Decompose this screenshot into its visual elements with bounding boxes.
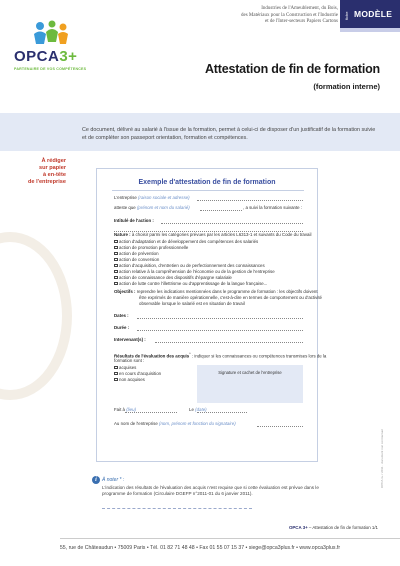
nature-option-label: action d'acquisition, d'entretien ou de perfectionnement des connaissances xyxy=(119,263,265,268)
fait-a-placeholder: (lieu) xyxy=(126,407,136,412)
duree-text: Durée : xyxy=(114,325,130,330)
atteste-fill-line[interactable] xyxy=(200,210,242,211)
badge-fiche-label: fiche xyxy=(344,11,349,20)
logo-figures-icon xyxy=(32,20,68,46)
opca-logo xyxy=(14,20,94,80)
objectifs-label: Objectifs : xyxy=(114,289,136,294)
checkbox[interactable] xyxy=(114,258,118,262)
intitule-text: Intitulé de l'action : xyxy=(114,218,154,223)
checkbox[interactable] xyxy=(114,246,118,250)
au-nom-line xyxy=(114,421,236,427)
logo-tagline: PARTENAIRE DE VOS COMPÉTENCES xyxy=(14,67,87,71)
atteste-placeholder: (prénom et nom du salarié) xyxy=(136,205,190,210)
nature-option-label: action de conversion xyxy=(119,257,160,262)
objectifs-text-2: être exprimés de manière opérationnelle, c'est-à-dire en termes de comportement ou d'activité xyxy=(139,295,323,300)
checkbox[interactable] xyxy=(114,366,118,370)
page-reference xyxy=(289,525,378,530)
nature-option[interactable] xyxy=(114,263,265,269)
nature-option[interactable] xyxy=(114,269,275,275)
atteste-suffix: , a suivi la formation suivante : xyxy=(243,205,303,210)
side-note-line: À rédiger xyxy=(41,158,66,164)
intervenants-text: Intervenant(s) : xyxy=(114,337,146,342)
resultats-label: Résultats de l'évaluation des acquis xyxy=(114,353,190,359)
checkbox[interactable] xyxy=(114,240,118,244)
nature-option[interactable] xyxy=(114,281,267,287)
note-box xyxy=(92,468,344,514)
fait-a-fill-line[interactable] xyxy=(125,412,177,413)
nature-option[interactable] xyxy=(114,275,232,281)
logo-wordmark: OPCA3+ xyxy=(14,48,78,65)
checkbox[interactable] xyxy=(114,264,118,268)
fait-a-label: Fait à xyxy=(114,407,125,412)
intitule-label xyxy=(114,218,154,224)
le-fill-line[interactable] xyxy=(197,412,247,413)
header-line-2: des Matériaux pour la Construction et l'Industrie xyxy=(241,12,338,18)
note-text: L'indication des résultats de l'évaluation des acquis n'est requise que si cette évaluation est prévue dans le programme de formation (Circulaire DGEFP n°2011-01 du 6 janvier 2011). xyxy=(102,485,319,497)
page-subtitle: (formation interne) xyxy=(313,82,380,91)
footer-rule xyxy=(60,538,400,539)
footer-contact: 55, rue de Châteaudun • 75009 Paris • Tél. 01 82 71 48 48 • Fax 01 55 07 15 37 • siege@opca3plus.fr • www.opca3plus.fr xyxy=(59,545,341,551)
side-note-line: de l'entreprise xyxy=(27,179,66,185)
nature-option-label: action de connaissance des dispositifs d'épargne salariale xyxy=(119,275,232,280)
header-line-1: Industries de l'Ameublement, du Bois, xyxy=(261,6,338,11)
resultats-line xyxy=(114,352,326,359)
au-nom-placeholder: (nom, prénom et fonction du signataire) xyxy=(159,421,236,426)
resultats-option[interactable] xyxy=(114,371,161,377)
attestation-form xyxy=(96,168,327,462)
form-title-rule xyxy=(112,190,304,191)
signature-box[interactable] xyxy=(197,365,303,403)
resultats-text-2: formation sont : xyxy=(114,358,145,363)
resultats-asterisk: * xyxy=(189,352,191,356)
intervenants-fill-line[interactable] xyxy=(155,342,303,343)
nature-text: à choisir parmi les catégories prévues par les articles L6313-1 et suivants du Code du travail xyxy=(131,232,312,237)
intervenants-label xyxy=(114,337,146,343)
badge-modele-label: MODÈLE xyxy=(354,9,393,19)
nature-option-label: action de prévention xyxy=(119,251,159,256)
dates-text: Dates : xyxy=(114,313,129,318)
objectifs-text-3: observable lorsque le salarié est en situation de travail xyxy=(139,301,245,306)
company-line xyxy=(114,195,190,201)
nature-label: Nature : xyxy=(114,232,131,237)
nature-option[interactable] xyxy=(114,257,159,263)
company-fill-line[interactable] xyxy=(197,200,303,201)
note-heading: À noter * : xyxy=(102,477,125,483)
resultats-option-label: acquises xyxy=(119,365,137,370)
nature-option[interactable] xyxy=(114,251,159,257)
intro-text: Ce document, délivré au salarié à l'issue de la formation, permet à celui-ci de disposer d'un justificatif de la formation suivie et de compléter son passeport orientation, formation et compétences. xyxy=(82,127,376,141)
atteste-label: atteste que xyxy=(114,205,136,210)
nature-option[interactable] xyxy=(114,239,258,245)
resultats-option-label: non acquises xyxy=(119,377,145,382)
objectifs-line xyxy=(114,289,318,295)
nature-option[interactable] xyxy=(114,245,188,251)
form-title: Exemple d'attestation de fin de formation xyxy=(138,179,276,186)
side-note xyxy=(20,158,66,186)
le-label: Le xyxy=(189,407,194,412)
checkbox[interactable] xyxy=(114,252,118,256)
le-placeholder: (date) xyxy=(195,407,207,412)
nature-line xyxy=(114,232,311,238)
nature-option-label: action d'adaptation et de développement des compétences des salariés xyxy=(119,239,259,244)
note-rule xyxy=(102,508,252,509)
nature-option-label: action de promotion professionnelle xyxy=(119,245,189,250)
resultats-option-label: en cours d'acquisition xyxy=(119,371,162,376)
checkbox[interactable] xyxy=(114,372,118,376)
vertical-reference: OPCA 3+ / 2011 · document non contractuel xyxy=(380,429,384,488)
decorative-arc xyxy=(0,232,72,400)
badge-strip xyxy=(340,28,400,32)
resultats-option[interactable] xyxy=(114,377,145,383)
intitule-fill-line[interactable] xyxy=(161,223,303,224)
atteste-line xyxy=(114,205,190,211)
page-ref-text: – Attestation de fin de formation 1/1 xyxy=(307,525,378,530)
side-note-line: à en-tête xyxy=(42,172,66,178)
signature-label: Signature et cachet de l'entreprise xyxy=(218,370,282,375)
dates-fill-line[interactable] xyxy=(137,318,303,319)
company-placeholder: (raison sociale et adresse) xyxy=(138,195,190,200)
modele-badge xyxy=(340,0,400,28)
duree-fill-line[interactable] xyxy=(137,330,303,331)
objectifs-text-1: reprendre les indications mentionnées dans le programme de formation : les objectifs doivent xyxy=(136,289,318,294)
au-nom-fill-line[interactable] xyxy=(257,426,303,427)
duree-label xyxy=(114,325,129,331)
checkbox[interactable] xyxy=(114,282,118,286)
page-ref-brand: OPCA 3+ xyxy=(288,525,308,530)
info-icon: i xyxy=(92,476,100,484)
checkbox[interactable] xyxy=(114,270,118,274)
company-label: L'entreprise xyxy=(114,195,137,200)
resultats-text: : indiquer si les connaissances ou compétences transmises lors de la xyxy=(191,353,327,359)
side-note-line: sur papier xyxy=(38,165,66,171)
au-nom-label: Au nom de l'entreprise xyxy=(114,421,158,426)
dates-label xyxy=(114,313,129,319)
nature-option-label: action relative à la compréhension de l'économie ou de la gestion de l'entreprise xyxy=(119,269,275,274)
checkbox[interactable] xyxy=(114,276,118,280)
resultats-option[interactable] xyxy=(114,365,136,371)
header-sectors xyxy=(168,6,338,26)
nature-option-label: action de lutte contre l'illettrisme ou d'apprentissage de la langue française... xyxy=(119,281,268,286)
page-title: Attestation de fin de formation xyxy=(204,62,380,76)
checkbox[interactable] xyxy=(114,378,118,382)
header-line-3: et de l'Inter-secteurs Papiers Cartons xyxy=(265,19,338,24)
intro-banner xyxy=(0,113,400,151)
